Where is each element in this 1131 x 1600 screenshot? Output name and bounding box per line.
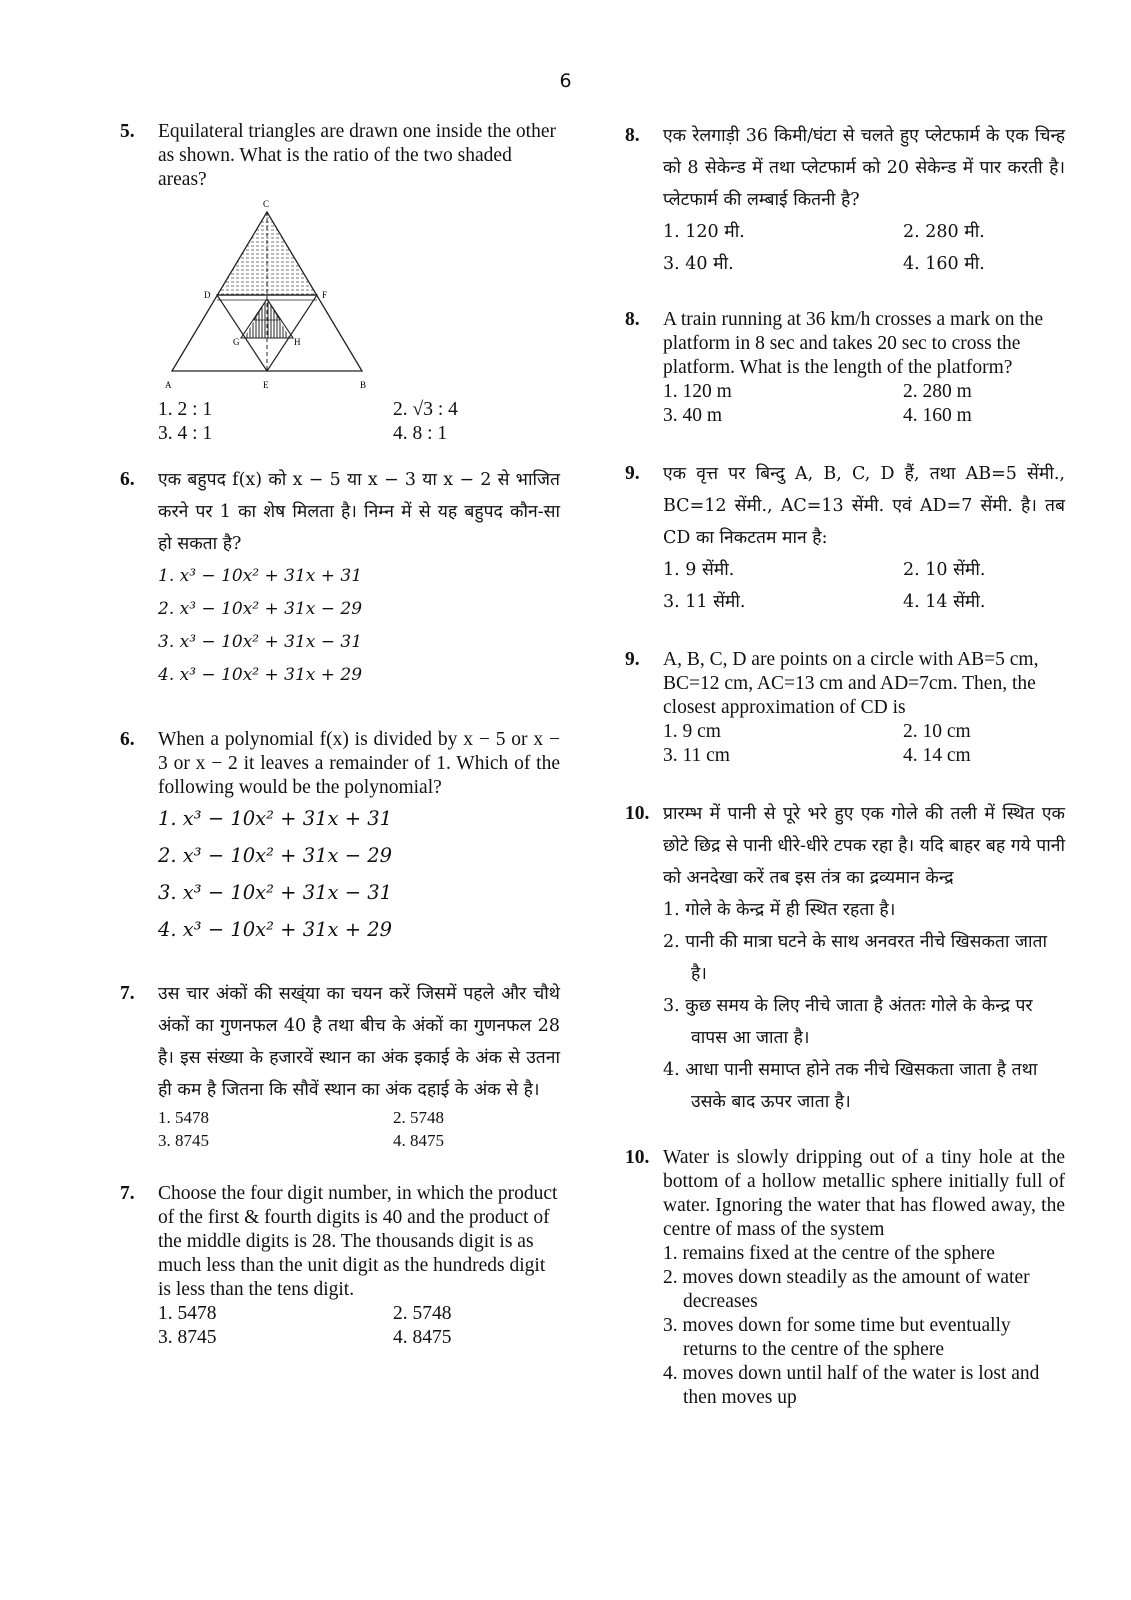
option-1[interactable]: 1. 9 cm	[663, 721, 721, 742]
question-text: Equilateral triangles are drawn one inside the other as shown. What is the ratio of the two shaded areas?	[158, 121, 556, 190]
option-1[interactable]: 1. x³ − 10x² + 31x + 31	[158, 807, 393, 830]
right-column	[625, 120, 1065, 1410]
label-C: C	[263, 199, 270, 209]
question-number: 7.	[120, 1183, 135, 1204]
option-3[interactable]: 3. 11 सेंमी.	[663, 592, 746, 612]
options	[158, 560, 560, 692]
option-4[interactable]: 4. 14 cm	[903, 745, 971, 766]
option-4[interactable]: 4. moves down until half of the water is lost and then moves up	[663, 1363, 1040, 1408]
option-4[interactable]: 4. x³ − 10x² + 31x + 29	[158, 665, 363, 685]
question-9-hindi	[625, 458, 1065, 618]
option-2[interactable]: 2. x³ − 10x² + 31x − 29	[158, 844, 393, 867]
question-number: 7.	[120, 983, 135, 1004]
triangle-figure	[156, 196, 386, 396]
option-1[interactable]: 1. गोले के केन्द्र में ही स्थित रहता है।	[663, 900, 896, 920]
question-number: 6.	[120, 469, 135, 490]
question-text: When a polynomial f(x) is divided by x − 5 or x − 3 or x − 2 it leaves a remainder of 1. Which of the following would be the polynomial?	[158, 729, 560, 798]
question-7-english	[120, 1182, 560, 1350]
option-2[interactable]: 2. 280 मी.	[903, 222, 985, 242]
options	[158, 1302, 560, 1350]
question-number: 9.	[625, 463, 640, 484]
question-6-english	[120, 728, 560, 948]
option-4[interactable]: 4. x³ − 10x² + 31x + 29	[158, 918, 393, 941]
question-text: एक वृत्त पर बिन्दु A, B, C, D हैं, तथा AB=5 सेंमी., BC=12 सेंमी., AC=13 सेंमी. एवं AD=7 सेंमी. है। तब CD का निकटतम मान है:	[663, 464, 1065, 548]
option-1[interactable]: 1. 2 : 1	[158, 399, 213, 420]
option-2[interactable]: 2. 10 सेंमी.	[903, 560, 986, 580]
question-text: एक बहुपद f(x) को x − 5 या x − 3 या x − 2 से भाजित करने पर 1 का शेष मिलता है। निम्न में से यह बहुपद कौन-सा हो सकता है?	[158, 470, 560, 554]
label-B: B	[360, 380, 367, 390]
options	[663, 216, 1065, 280]
question-text: एक रेलगाड़ी 36 किमी/घंटा से चलते हुए प्लेटफार्म के एक चिन्ह को 8 सेकेन्ड में तथा प्लेटफार्म को 20 सेकेन्ड में पार करती है। प्लेटफार्म की लम्बाई कितनी है?	[663, 126, 1065, 210]
question-6-hindi	[120, 464, 560, 692]
question-number: 6.	[120, 729, 135, 750]
question-number: 10.	[625, 1147, 650, 1168]
question-text: उस चार अंकों की सख्ंया का चयन करें जिसमें पहले और चौथे अंकों का गुणनफल 40 है तथा बीच के अंकों का गुणनफल 28 है। इस संख्या के हजारवें स्थान का अंक इकाई के अंक से उतना ही कम है जितना कि सौवें स्थान का अंक दहाई के अंक से है।	[158, 984, 560, 1100]
option-2[interactable]: 2. moves down steadily as the amount of water decreases	[663, 1267, 1030, 1312]
label-H: H	[294, 337, 301, 347]
option-3[interactable]: 3. 8745	[158, 1131, 209, 1150]
option-2[interactable]: 2. 280 m	[903, 381, 972, 402]
option-2[interactable]: 2. 10 cm	[903, 721, 971, 742]
question-9-english	[625, 648, 1065, 768]
options	[663, 380, 1065, 428]
question-number: 8.	[625, 309, 640, 330]
option-3[interactable]: 3. x³ − 10x² + 31x − 31	[158, 881, 393, 904]
option-3[interactable]: 3. कुछ समय के लिए नीचे जाता है अंततः गोले के केन्द्र पर वापस आ जाता है।	[663, 996, 1033, 1048]
option-4[interactable]: 4. 160 m	[903, 405, 972, 426]
question-10-english	[625, 1146, 1065, 1410]
option-4[interactable]: 4. आधा पानी समाप्त होने तक नीचे खिसकता जाता है तथा उसके बाद ऊपर जाता है।	[663, 1060, 1038, 1112]
label-F: F	[322, 290, 328, 300]
options	[158, 398, 560, 446]
option-2[interactable]: 2. √3 : 4	[393, 399, 458, 420]
option-3[interactable]: 3. 8745	[158, 1327, 217, 1348]
option-1[interactable]: 1. 120 मी.	[663, 222, 745, 242]
option-4[interactable]: 4. 8475	[393, 1131, 444, 1150]
option-4[interactable]: 4. 8 : 1	[393, 423, 448, 444]
label-G: G	[233, 337, 240, 347]
option-2[interactable]: 2. 5748	[393, 1108, 444, 1127]
option-1[interactable]: 1. 9 सेंमी.	[663, 560, 735, 580]
options	[663, 554, 1065, 618]
option-4[interactable]: 4. 8475	[393, 1327, 452, 1348]
option-3[interactable]: 3. 4 : 1	[158, 423, 213, 444]
question-number: 9.	[625, 649, 640, 670]
option-2[interactable]: 2. पानी की मात्रा घटने के साथ अनवरत नीचे खिसकता जाता है।	[663, 932, 1048, 984]
question-text: A, B, C, D are points on a circle with AB=5 cm, BC=12 cm, AC=13 cm and AD=7cm. Then, the closest approximation of CD is	[663, 649, 1039, 718]
options	[158, 1106, 560, 1152]
option-1[interactable]: 1. remains fixed at the centre of the sphere	[663, 1243, 995, 1264]
label-A: A	[165, 380, 172, 390]
question-number: 8.	[625, 125, 640, 146]
option-3[interactable]: 3. x³ − 10x² + 31x − 31	[158, 632, 363, 652]
question-text: Water is slowly dripping out of a tiny hole at the bottom of a hollow metallic sphere initially full of water. Ignoring the water that has flowed away, the centre of mass of the system	[663, 1147, 1065, 1240]
options	[663, 894, 1065, 1118]
question-8-hindi	[625, 120, 1065, 280]
option-1[interactable]: 1. 120 m	[663, 381, 732, 402]
label-D: D	[204, 290, 211, 300]
option-2[interactable]: 2. x³ − 10x² + 31x − 29	[158, 599, 363, 619]
option-3[interactable]: 3. 11 cm	[663, 745, 730, 766]
label-E: E	[263, 380, 269, 390]
option-2[interactable]: 2. 5748	[393, 1303, 452, 1324]
option-3[interactable]: 3. moves down for some time but eventually returns to the centre of the sphere	[663, 1315, 1011, 1360]
option-4[interactable]: 4. 14 सेंमी.	[903, 592, 986, 612]
left-column	[120, 120, 560, 1350]
question-7-hindi	[120, 978, 560, 1152]
page-number: 6	[559, 70, 572, 92]
question-10-hindi	[625, 798, 1065, 1118]
option-3[interactable]: 3. 40 मी.	[663, 254, 734, 274]
question-number: 5.	[120, 121, 135, 142]
option-1[interactable]: 1. x³ − 10x² + 31x + 31	[158, 566, 363, 586]
question-number: 10.	[625, 803, 650, 824]
question-text: Choose the four digit number, in which the product of the first & fourth digits is 40 and the product of the middle digits is 28. The thousands digit is as much less than the unit digit as the hundreds digit is less than the tens digit.	[158, 1183, 558, 1300]
options	[158, 800, 560, 948]
option-3[interactable]: 3. 40 m	[663, 405, 723, 426]
option-4[interactable]: 4. 160 मी.	[903, 254, 985, 274]
question-text: प्रारम्भ में पानी से पूरे भरे हुए एक गोले की तली में स्थित एक छोटे छिद्र से पानी धीरे-धीरे टपक रहा है। यदि बाहर बह गये पानी को अनदेखा करें तब इस तंत्र का द्रव्यमान केन्द्र	[663, 804, 1065, 888]
options	[663, 720, 1065, 768]
question-text: A train running at 36 km/h crosses a mark on the platform in 8 sec and takes 20 sec to cross the platform. What is the length of the platform?	[663, 309, 1044, 378]
option-1[interactable]: 1. 5478	[158, 1303, 217, 1324]
question-8-english	[625, 308, 1065, 428]
option-1[interactable]: 1. 5478	[158, 1108, 209, 1127]
options	[663, 1242, 1065, 1410]
question-5	[120, 120, 560, 444]
